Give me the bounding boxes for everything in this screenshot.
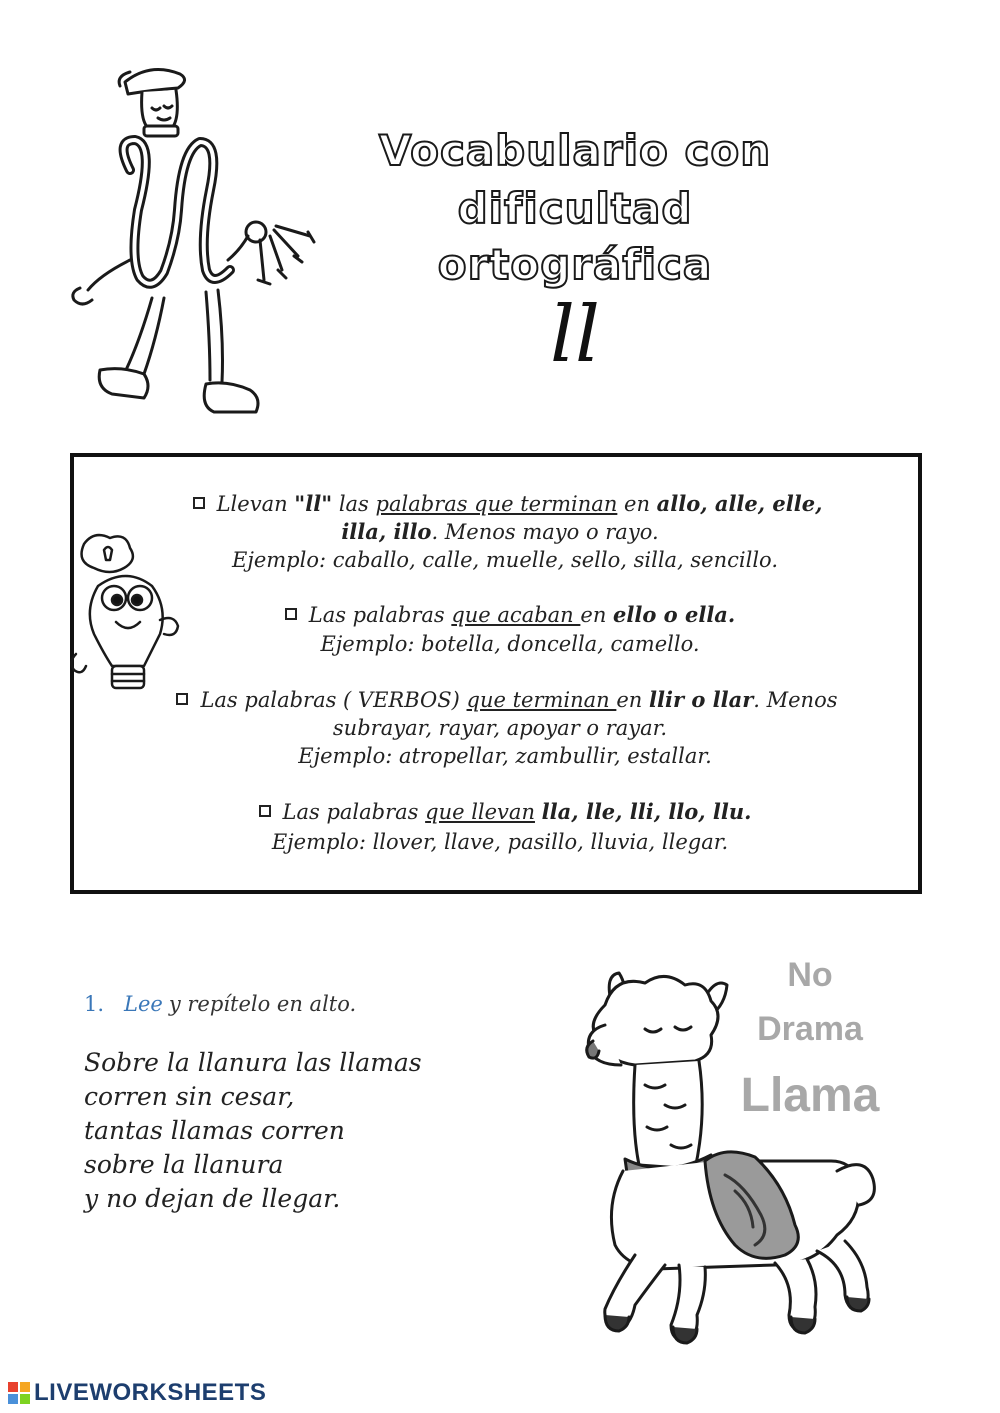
title-line-2: dificultad (457, 184, 693, 233)
no-drama-line-2: Drama (757, 1010, 863, 1048)
rule-1-endings-2: illa, illo (341, 519, 432, 544)
poem-line-5: y no dejan de llegar. (84, 1184, 341, 1213)
poem-line-2: corren sin cesar, (84, 1082, 295, 1111)
rule-4-underlined: que llevan (425, 800, 535, 824)
rule-3-line-1 (96, 686, 918, 714)
liveworksheets-logo-icon (8, 1382, 30, 1404)
checkbox-icon (193, 497, 205, 509)
poem-line-1: Sobre la llanura las llamas (84, 1048, 422, 1077)
rule-2-line-1 (200, 601, 820, 629)
rule-1-mid: las (332, 492, 376, 516)
rule-2-example: Ejemplo: botella, doncella, camello. (320, 632, 700, 656)
poem-line-3: tantas llamas corren (84, 1116, 345, 1145)
rule-1-underlined: palabras que terminan (375, 492, 618, 516)
footer-brand-text: LIVEWORKSHEETS (34, 1379, 267, 1406)
poem-line-4: sobre la llanura (84, 1150, 284, 1179)
rule-3-pre: Las palabras ( VERBOS) (200, 688, 467, 712)
exercise-heading (84, 992, 356, 1016)
rule-2-mid: en (580, 603, 614, 627)
rule-1-ll: "ll" (294, 491, 333, 516)
exercise-number: 1. (84, 992, 105, 1016)
checkbox-icon (176, 693, 188, 705)
checkbox-icon (285, 608, 297, 620)
rule-1-line-2 (240, 518, 760, 546)
rule-3-example: Ejemplo: atropellar, zambullir, estallar. (298, 744, 712, 768)
rule-3-mid: en (616, 688, 650, 712)
title-line-3: ortográfica (437, 240, 713, 289)
rule-3-underlined: que terminan (466, 688, 617, 712)
checkbox-icon (259, 805, 271, 817)
rule-4-pre: Las palabras (282, 800, 426, 824)
rule-4-endings: lla, lle, lli, llo, llu. (541, 799, 752, 824)
rule-2-underlined: que acaban (451, 603, 581, 627)
no-drama-line-3: Llama (740, 1069, 880, 1122)
title-line-1: Vocabulario con (378, 126, 772, 175)
footer-brand[interactable] (8, 1380, 266, 1406)
rule-4-line-1 (180, 798, 830, 826)
title-letter-ll: ll (550, 290, 600, 380)
no-drama-line-1: No (787, 956, 833, 994)
rule-1-line-1 (100, 490, 915, 518)
exercise-instruction: y repítelo en alto. (168, 992, 357, 1016)
rule-1-endings: allo, alle, elle, (656, 491, 823, 516)
rule-2-endings: ello o ella. (613, 602, 736, 627)
exercise-lee: Lee (124, 992, 163, 1016)
rule-1-exceptions: . Menos mayo o rayo. (431, 520, 659, 544)
rule-3-post: . Menos (753, 688, 838, 712)
rule-3-endings: llir o llar (649, 687, 754, 712)
rule-4-mid (535, 800, 542, 824)
rule-2-pre: Las palabras (308, 603, 452, 627)
ll-character-illustration (60, 60, 330, 430)
rule-4-example: Ejemplo: llover, llave, pasillo, lluvia, llegar. (271, 830, 729, 854)
rule-3-exceptions: subrayar, rayar, apoyar o rayar. (332, 716, 668, 740)
rule-1-example: Ejemplo: caballo, calle, muelle, sello, silla, sencillo. (232, 548, 778, 572)
rule-1-pre: Llevan (216, 492, 295, 516)
rule-1-post: en (617, 492, 657, 516)
